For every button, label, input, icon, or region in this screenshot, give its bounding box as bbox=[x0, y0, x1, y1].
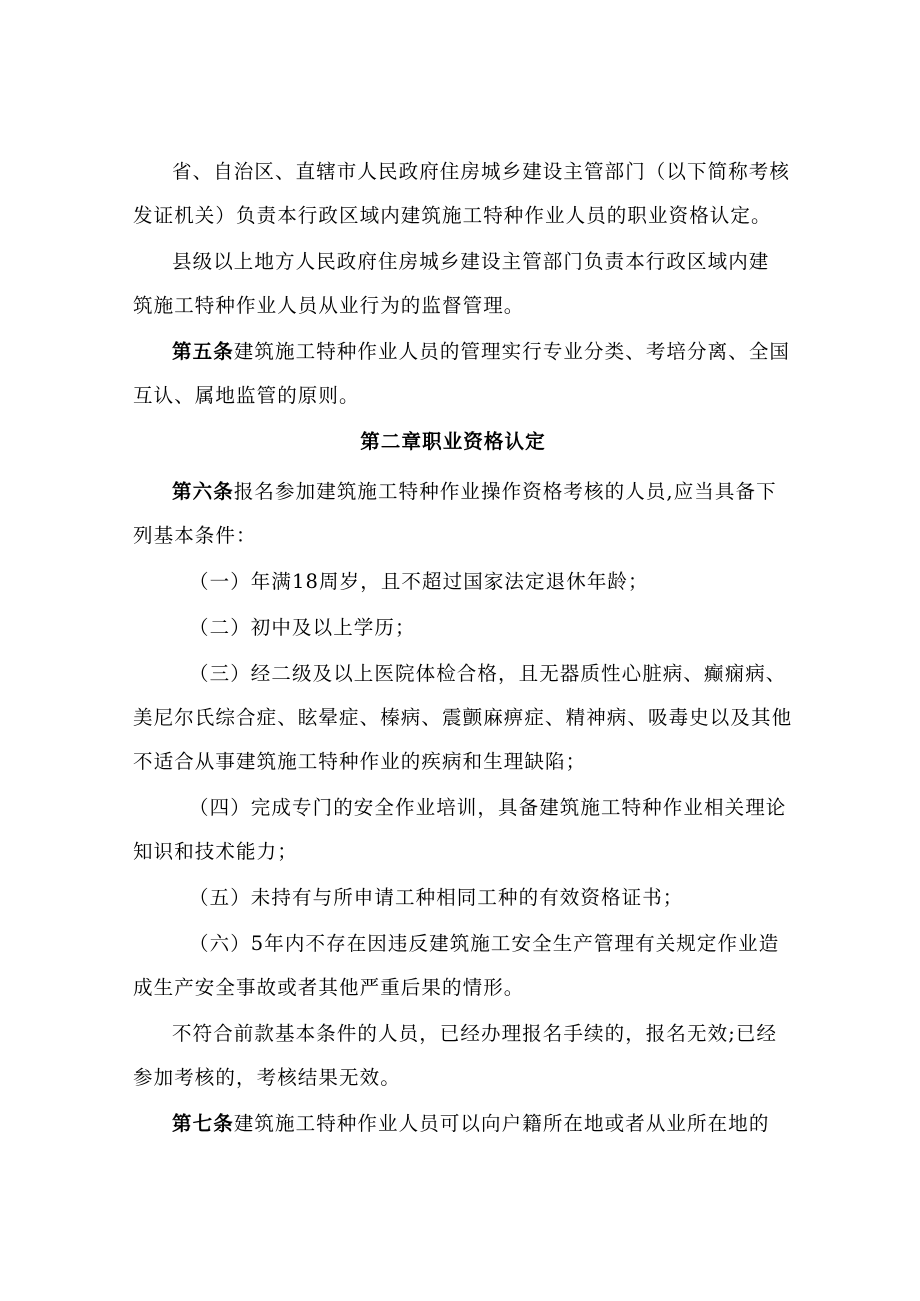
paragraph-county-supervision bbox=[133, 240, 812, 328]
condition-item-5 bbox=[172, 876, 812, 920]
paragraph-invalid-registration bbox=[133, 1012, 812, 1100]
text-line: 列基本条件： bbox=[133, 524, 257, 547]
text-line: 县级以上地方人民政府住房城乡建设主管部门负责本行政区域内建 bbox=[172, 250, 770, 273]
condition-item-2 bbox=[172, 606, 812, 650]
text-line: 省、自治区、直辖市人民政府住房城乡建设主管部门（以下简称考核 bbox=[172, 160, 791, 183]
paragraph-exam-authority bbox=[133, 150, 812, 238]
text-line: （二）初中及以上学历； bbox=[189, 616, 416, 639]
chapter-title: 第二章职业资格认定 bbox=[360, 430, 546, 453]
text-line: 互认、属地监管的原则。 bbox=[133, 384, 360, 407]
condition-item-4 bbox=[133, 786, 812, 874]
text-line: （五）未持有与所申请工种相同工种的有效资格证书； bbox=[189, 886, 684, 909]
text-line: 建筑施工特种作业人员的管理实行专业分类、考培分离、全国 bbox=[233, 340, 791, 363]
text-line: （六）5年内不存在因违反建筑施工安全生产管理有关规定作业造 bbox=[189, 932, 780, 955]
text-line: 知识和技术能力； bbox=[133, 840, 298, 863]
article-5 bbox=[133, 330, 812, 418]
text-line: （四）完成专门的安全作业培训，具备建筑施工特种作业相关理论 bbox=[189, 796, 787, 819]
condition-item-1 bbox=[172, 560, 812, 604]
text-line: 成生产安全事故或者其他严重后果的情形。 bbox=[133, 976, 525, 999]
text-line: 不符合前款基本条件的人员，已经办理报名手续的，报名无效;已经 bbox=[172, 1022, 778, 1045]
text-line: 不适合从事建筑施工特种作业的疾病和生理缺陷； bbox=[133, 750, 587, 773]
article-label: 第六条 bbox=[172, 480, 234, 503]
text-line: 报名参加建筑施工特种作业操作资格考核的人员,应当具备下 bbox=[233, 480, 777, 503]
article-6 bbox=[133, 470, 812, 558]
text-line: 美尼尔氏综合症、眩晕症、榛病、震颤麻痹症、精神病、吸毒史以及其他 bbox=[133, 706, 793, 729]
text-line: （一）年满18周岁，且不超过国家法定退休年龄； bbox=[189, 570, 649, 593]
text-line: 发证机关）负责本行政区域内建筑施工特种作业人员的职业资格认定。 bbox=[133, 204, 772, 227]
document-body bbox=[133, 150, 812, 1148]
condition-item-3 bbox=[133, 652, 812, 784]
text-line: 参加考核的，考核结果无效。 bbox=[133, 1066, 401, 1089]
condition-item-6 bbox=[133, 922, 812, 1010]
text-line: 筑施工特种作业人员从业行为的监督管理。 bbox=[133, 294, 525, 317]
text-line: 建筑施工特种作业人员可以向户籍所在地或者从业所在地的 bbox=[233, 1112, 770, 1135]
text-line: （三）经二级及以上医院体检合格，且无器质性心脏病、癫痫病、 bbox=[189, 662, 787, 685]
article-label: 第五条 bbox=[172, 340, 234, 363]
article-label: 第七条 bbox=[172, 1112, 234, 1135]
article-7 bbox=[172, 1102, 812, 1146]
